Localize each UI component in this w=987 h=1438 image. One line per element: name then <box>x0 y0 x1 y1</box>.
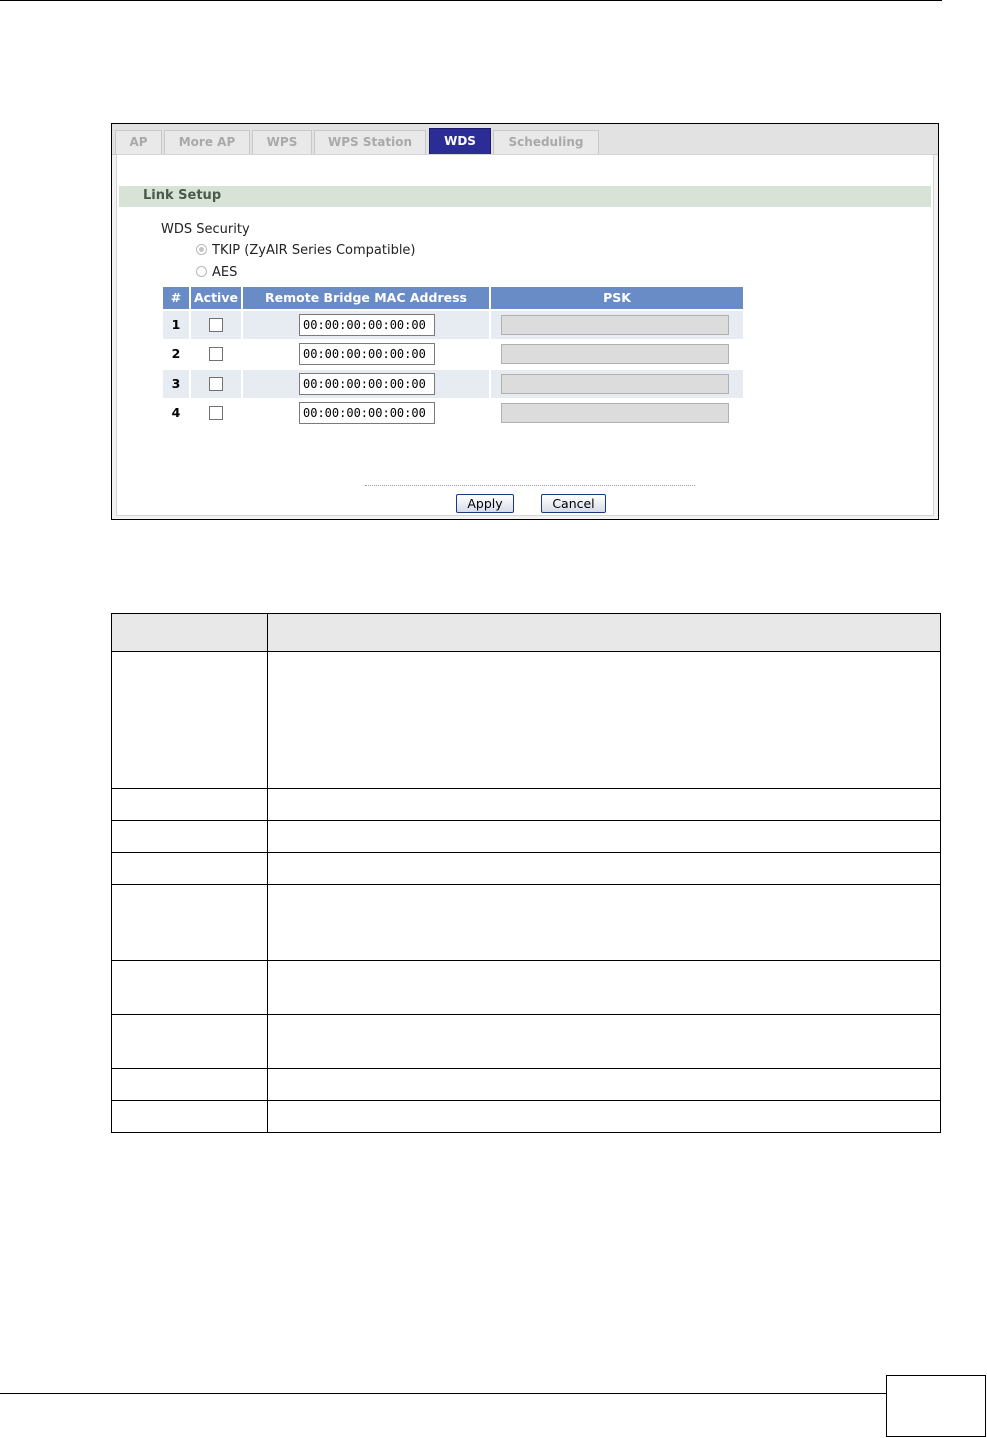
wds-security-label: WDS Security <box>161 222 250 237</box>
mac-address-input[interactable]: 00:00:00:00:00:00 <box>299 373 435 395</box>
aes-radio-label: AES <box>212 265 238 280</box>
row-number: 2 <box>163 340 191 368</box>
active-checkbox[interactable] <box>209 406 223 420</box>
apply-button[interactable]: Apply <box>456 494 514 513</box>
table-row <box>112 1015 941 1069</box>
tkip-radio-label: TKIP (ZyAIR Series Compatible) <box>212 243 416 258</box>
active-checkbox[interactable] <box>209 318 223 332</box>
mac-address-input[interactable]: 00:00:00:00:00:00 <box>299 314 435 336</box>
table-row <box>112 853 941 885</box>
table-row <box>112 885 941 961</box>
link-setup-section-bar <box>119 186 931 207</box>
tab-wps[interactable]: WPS <box>252 130 312 154</box>
tab-more-ap[interactable]: More AP <box>164 130 250 154</box>
tab-wds[interactable]: WDS <box>429 128 491 154</box>
aes-radio[interactable] <box>196 266 207 277</box>
table-row <box>163 311 743 339</box>
table-row <box>163 340 743 368</box>
page-top-rule <box>0 0 942 1</box>
wds-content-panel <box>116 154 934 516</box>
psk-input[interactable] <box>501 403 729 423</box>
table-row <box>112 1101 941 1133</box>
table-row <box>163 399 743 427</box>
column-header-psk: PSK <box>491 287 743 309</box>
active-checkbox[interactable] <box>209 347 223 361</box>
description-table-header <box>112 614 941 652</box>
table-row <box>112 652 941 789</box>
column-header-mac: Remote Bridge MAC Address <box>243 287 491 309</box>
table-row <box>112 821 941 853</box>
psk-input[interactable] <box>501 315 729 335</box>
section-title: Link Setup <box>143 188 222 203</box>
wds-screenshot-frame <box>111 123 939 520</box>
row-number: 3 <box>163 370 191 398</box>
description-table <box>111 613 941 1133</box>
page-bottom-rule <box>0 1393 886 1394</box>
cancel-button[interactable]: Cancel <box>541 494 606 513</box>
mac-address-input[interactable]: 00:00:00:00:00:00 <box>299 343 435 365</box>
psk-input[interactable] <box>501 374 729 394</box>
column-header-number: # <box>163 287 191 309</box>
tab-wps-station[interactable]: WPS Station <box>314 130 426 154</box>
tkip-radio[interactable] <box>196 244 207 255</box>
psk-input[interactable] <box>501 344 729 364</box>
tab-bar <box>112 124 938 155</box>
page-number-box <box>886 1375 986 1437</box>
mac-address-input[interactable]: 00:00:00:00:00:00 <box>299 402 435 424</box>
tab-scheduling[interactable]: Scheduling <box>493 130 599 154</box>
table-row <box>112 1069 941 1101</box>
tab-ap[interactable]: AP <box>115 130 162 154</box>
active-checkbox[interactable] <box>209 377 223 391</box>
column-header-active: Active <box>191 287 243 309</box>
table-row <box>163 370 743 398</box>
table-row <box>112 961 941 1015</box>
table-row <box>112 789 941 821</box>
button-divider <box>365 485 695 486</box>
row-number: 1 <box>163 311 191 339</box>
row-number: 4 <box>163 399 191 427</box>
